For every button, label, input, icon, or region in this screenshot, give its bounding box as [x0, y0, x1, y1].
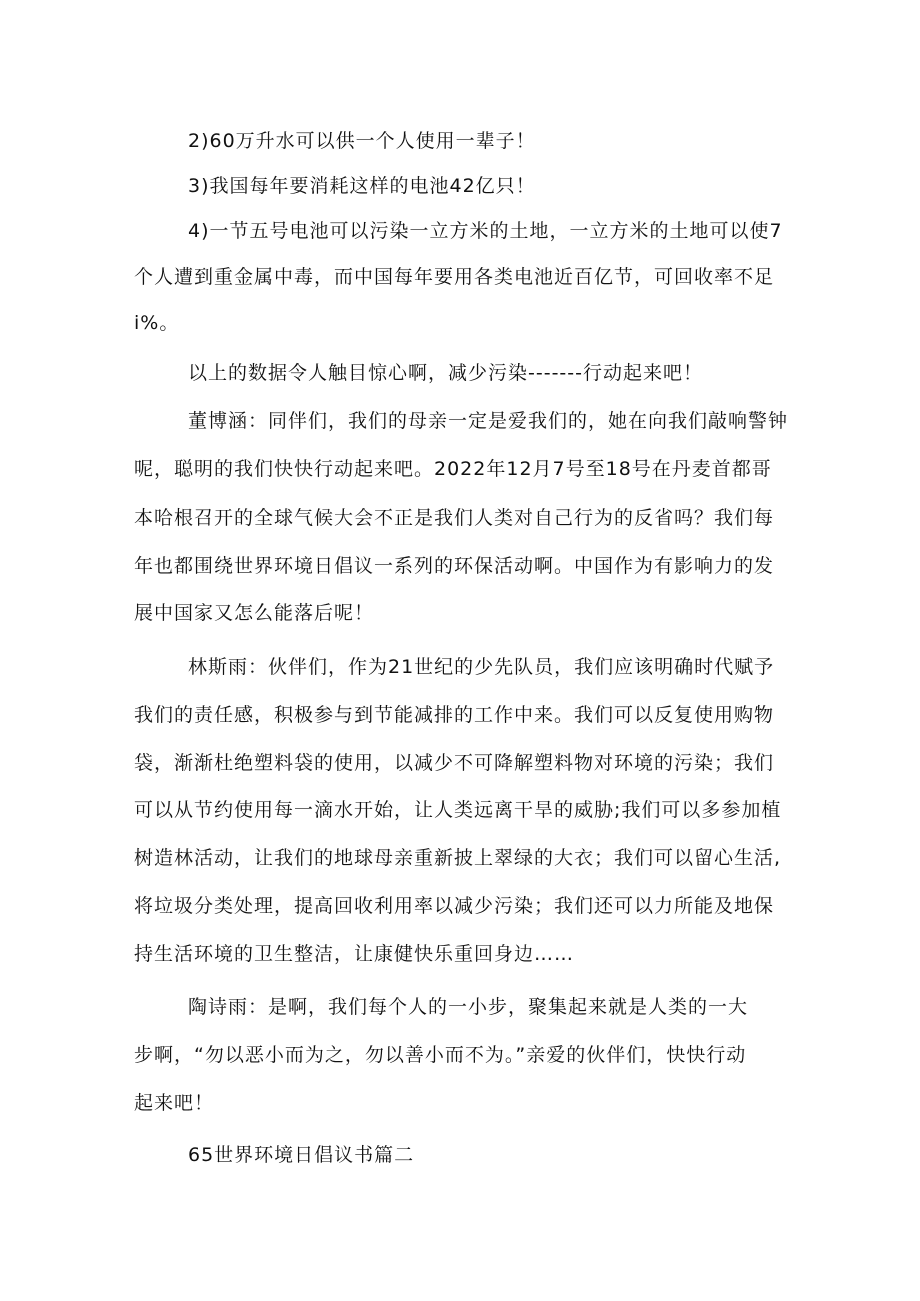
paragraph-line: 可以从节约使用每一滴水开始，让人类远离干旱的威胁;我们可以多参加植: [134, 799, 782, 821]
list-item-3: 3)我国每年要消耗这样的电池42亿只！: [188, 175, 536, 197]
paragraph-line: 呢，聪明的我们快快行动起来吧。2022年12月7号至18号在丹麦首都哥: [134, 458, 772, 480]
paragraph-line: 持生活环境的卫生整洁，让康健快乐重回身边……: [134, 943, 575, 965]
paragraph-line: 将垃圾分类处理，提高回收利用率以减少污染；我们还可以力所能及地保: [134, 895, 775, 917]
paragraph-line: 本哈根召开的全球气候大会不正是我们人类对自己行为的反省吗？我们每: [134, 507, 775, 529]
paragraph-line: 步啊，“勿以恶小而为之，勿以善小而不为。”亲爱的伙伴们，快快行动: [134, 1044, 747, 1066]
paragraph-line: 林斯雨：伙伴们，作为21世纪的少先队员，我们应该明确时代赋予: [188, 656, 775, 678]
data-summary: 以上的数据令人触目惊心啊，减少污染-------行动起来吧！: [188, 362, 703, 384]
paragraph-line: 展中国家又怎么能落后呢！: [134, 602, 375, 624]
list-item-4-line: i%。: [134, 312, 180, 334]
section-heading: 65世界环境日倡议书篇二: [188, 1144, 415, 1166]
paragraph-line: 年也都围绕世界环境日倡议一系列的环保活动啊。中国作为有影响力的发: [134, 555, 775, 577]
list-item-4-line: 4)一节五号电池可以污染一立方米的土地，一立方米的土地可以使7: [188, 220, 783, 242]
list-item-2: 2)60万升水可以供一个人使用一辈子！: [188, 130, 536, 152]
paragraph-line: 陶诗雨：是啊，我们每个人的一小步，聚集起来就是人类的一大: [188, 996, 749, 1018]
paragraph-line: 树造林活动，让我们的地球母亲重新披上翠绿的大衣；我们可以留心生活,: [134, 847, 782, 869]
list-item-4-line: 个人遭到重金属中毒，而中国每年要用各类电池近百亿节，可回收率不足: [134, 266, 775, 288]
paragraph-line: 袋，渐渐杜绝塑料袋的使用，以减少不可降解塑料物对环境的污染；我们: [134, 752, 775, 774]
paragraph-line: 我们的责任感，积极参与到节能减排的工作中来。我们可以反复使用购物: [134, 704, 775, 726]
paragraph-line: 起来吧！: [134, 1092, 215, 1114]
paragraph-line: 董博涵：同伴们，我们的母亲一定是爱我们的，她在向我们敲响警钟: [188, 410, 789, 432]
